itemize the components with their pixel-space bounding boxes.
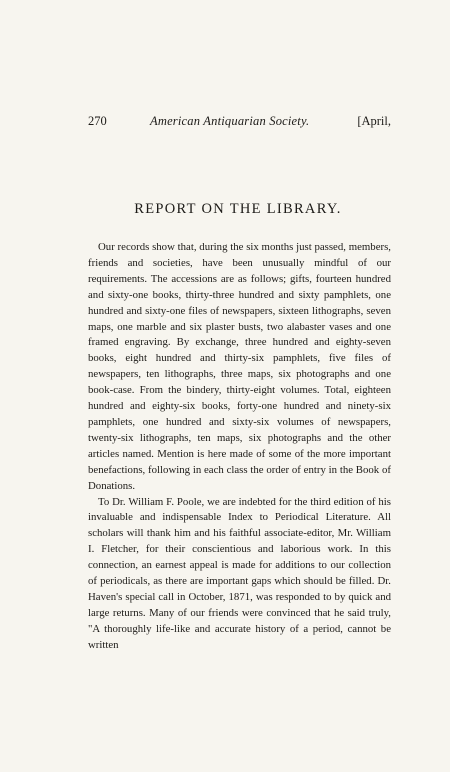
paragraph-1: Our records show that, during the six months just passed, members, friends and societies, have been unusually mindful of our requirements. The accessions are as follows; gifts, fourteen hundred and sixty-one books, thirty-three hundred and sixty pamphlets, one hundred and sixty-one files of newspapers, sixteen lithographs, seven maps, one marble and six plaster busts, two alabaster vases and one framed engraving. By exchange, three hundred and eighty-seven books, eight hundred and thirty-six pamphlets, five files of newspapers, ten lithographs, three maps, six photographs and one book-case. From the bindery, thirty-eight volumes. Total, eighteen hundred and eighty-six books, forty-one hundred and ninety-six pamphlets, one hundred and sixty-six volumes of newspapers, twenty-six lithographs, ten maps, six photographs and the other articles named. Mention is here made of some of the more important benefactions, following in each class the order of entry in the Book of Donations. bbox=[88, 241, 391, 492]
running-title: American Antiquarian Society. bbox=[150, 114, 310, 128]
running-header bbox=[88, 114, 391, 134]
page-number: 270 bbox=[88, 114, 107, 128]
report-body bbox=[88, 240, 391, 654]
report-title: REPORT ON THE LIBRARY. bbox=[134, 201, 342, 217]
paragraph-2: To Dr. William F. Poole, we are indebted for the third edition of his invaluable and indispensable Index to Periodical Literature. All scholars will thank him and his faithful associate-editor, Mr. William I. Fletcher, for their conscientious and laborious work. In this connection, an earnest appeal is made for additions to our collection of periodicals, as there are important gaps which should be filled. Dr. Haven's special call in October, 1871, was responded to by quick and large returns. Many of our friends were convinced that he said truly, "A thoroughly life-like and accurate history of a period, cannot be written bbox=[88, 495, 391, 651]
header-month: [April, bbox=[357, 114, 391, 128]
